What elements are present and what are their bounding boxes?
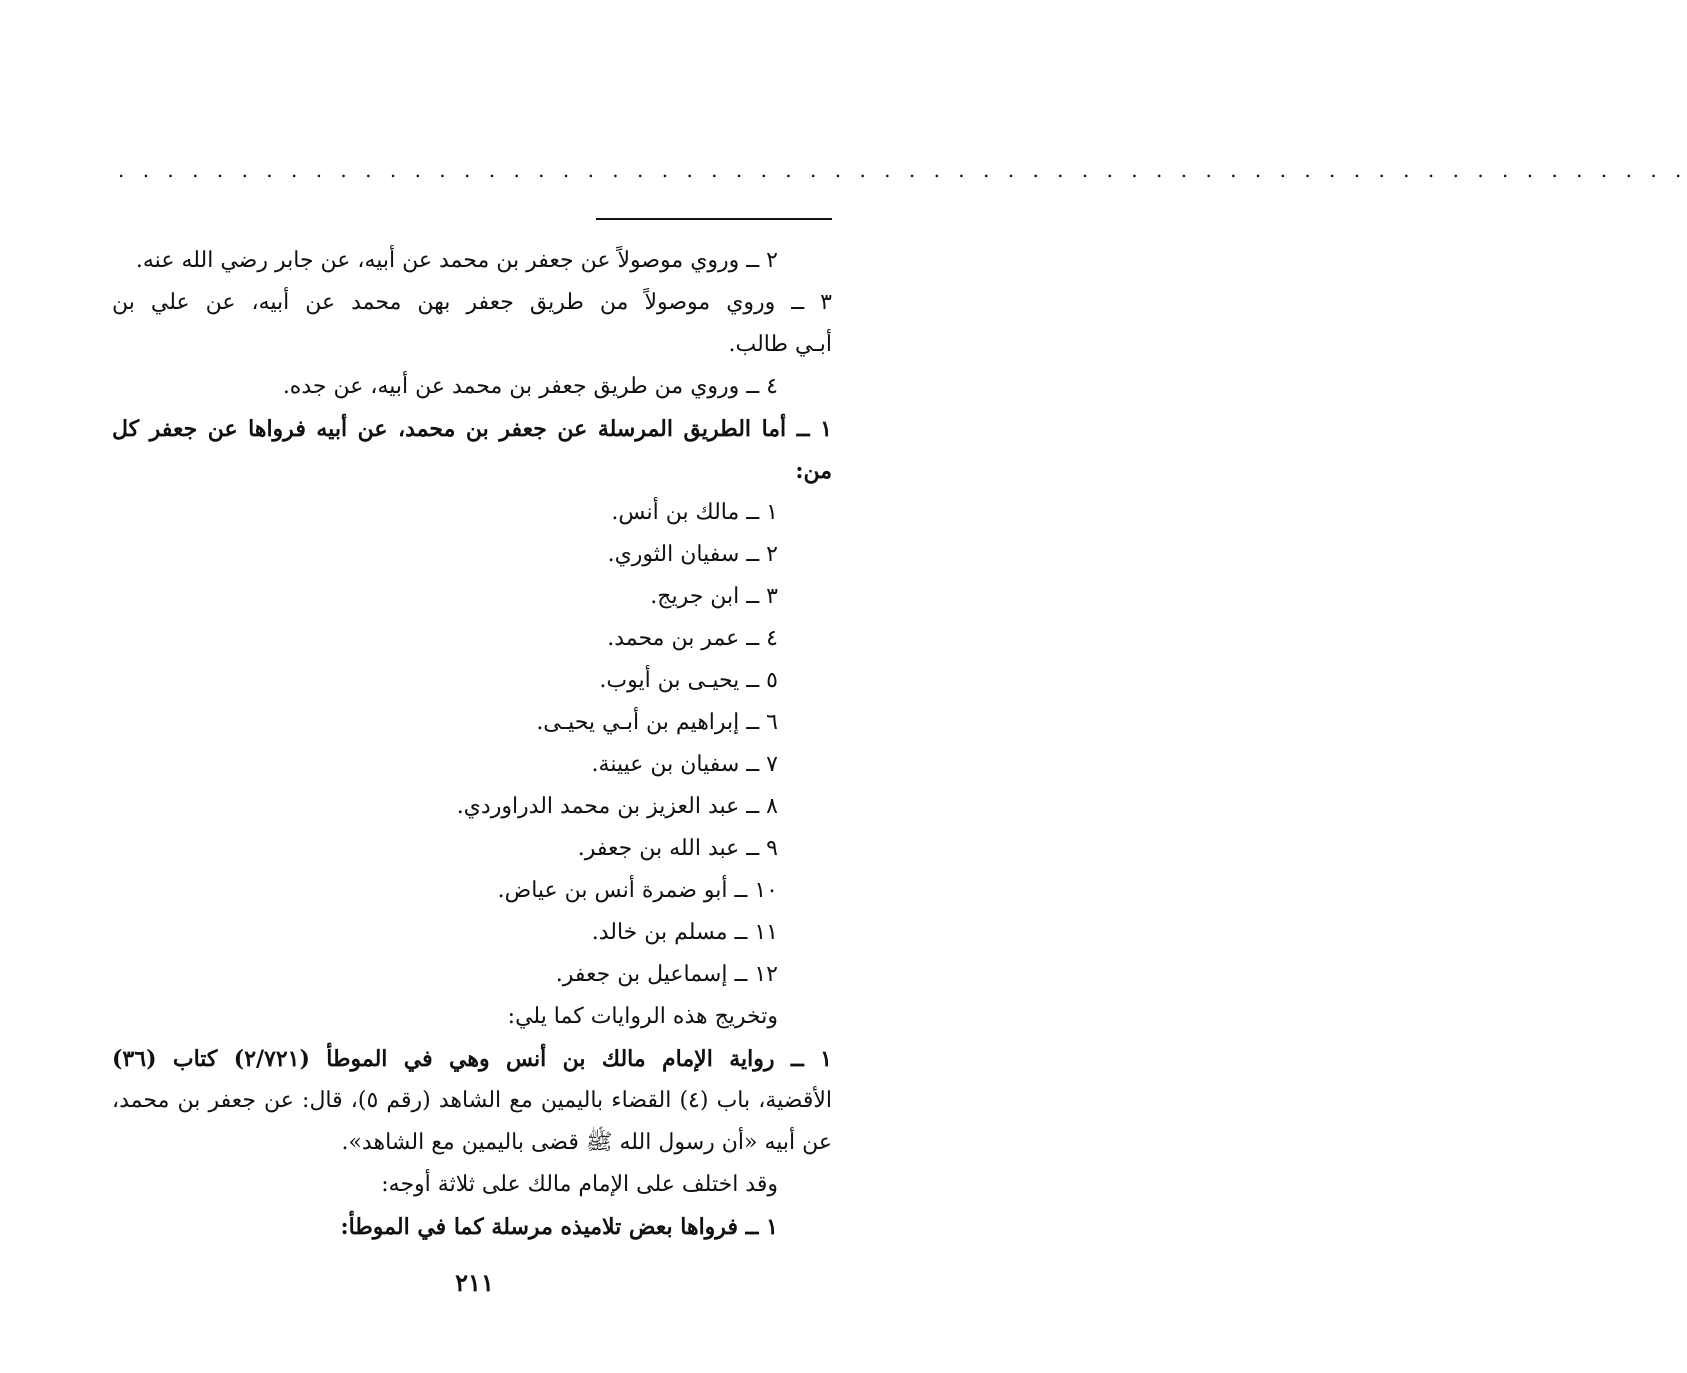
text-line: ٢ ــ وروي موصولاً عن جعفر بن محمد عن أبيه، عن جابر رضي الله عنه.	[135, 248, 778, 273]
text-line: الأقضية، باب (٤) القضاء باليمين مع الشاهد (رقم ٥)، قال: عن جعفر بن محمد،	[112, 1088, 833, 1113]
list-item: ٥ ــ يحيـى بن أيوب.	[599, 668, 778, 693]
list-item: ١١ ــ مسلم بن خالد.	[591, 920, 778, 945]
list-item: ٩ ــ عبد الله بن جعفر.	[577, 836, 778, 861]
page-number: ٢١١	[455, 1268, 494, 1297]
text-line: وقد اختلف على الإمام مالك على ثلاثة أوجه:	[381, 1172, 778, 1197]
body-text	[112, 240, 832, 1248]
list-item: ٢ ــ سفيان الثوري.	[607, 542, 778, 567]
list-item: ٨ ــ عبد العزيز بن محمد الدراوردي.	[456, 794, 778, 819]
list-item: ١٠ ــ أبو ضمرة أنس بن عياض.	[497, 878, 778, 903]
text-line: ١ ــ رواية الإمام مالك بن أنس وهي في الموطأ (٢/٧٢١) كتاب (٣٦)	[112, 1046, 832, 1072]
text-line: أبـي طالب.	[728, 332, 832, 357]
list-item: ٧ ــ سفيان بن عيينة.	[591, 752, 778, 777]
footnote-rule	[596, 218, 832, 220]
dotted-separator: . . . . . . . . . . . . . . . . . . . . . . . . . . . . . . . . . . . . . . . . . . . . . . . . . . . . . . . . . . . . . . . .	[118, 158, 1687, 182]
list-item: ١٢ ــ إسماعيل بن جعفر.	[555, 962, 778, 987]
list-item: ٤ ــ عمر بن محمد.	[607, 626, 778, 651]
text-line: ١ ــ أما الطريق المرسلة عن جعفر بن محمد، عن أبيه فرواها عن جعفر كل	[112, 416, 832, 442]
list-item: ٦ ــ إبراهيم بن أبـي يحيـى.	[536, 710, 778, 735]
text-line: عن أبيه «أن رسول الله ﷺ قضى باليمين مع الشاهد».	[341, 1130, 832, 1155]
text-line: ٣ ــ وروي موصولاً من طريق جعفر بهن محمد عن أبيه، عن علي بن	[112, 290, 832, 315]
text-line: ١ ــ فرواها بعض تلاميذه مرسلة كما في الموطأ:	[340, 1214, 778, 1240]
text-line: وتخريج هذه الروايات كما يلي:	[507, 1004, 778, 1029]
list-item: ١ ــ مالك بن أنس.	[611, 500, 778, 525]
text-line: من:	[795, 458, 832, 484]
text-line: ٤ ــ وروي من طريق جعفر بن محمد عن أبيه، عن جده.	[282, 374, 778, 399]
list-item: ٣ ــ ابن جريج.	[650, 584, 778, 609]
